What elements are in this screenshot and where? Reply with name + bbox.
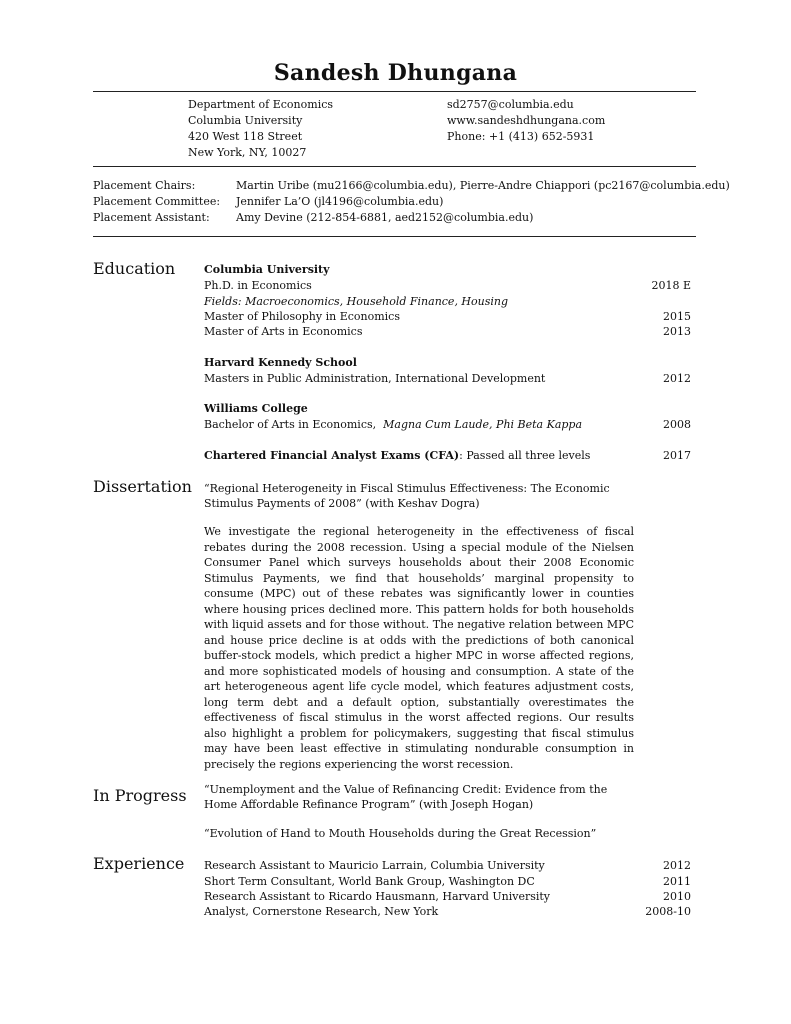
experience-item bbox=[204, 874, 691, 890]
columbia-ma-year: 2013 bbox=[663, 325, 691, 338]
placement-assistant: Amy Devine (212-854-6881, aed2152@columbia.edu) bbox=[236, 211, 534, 224]
williams-year: 2008 bbox=[663, 418, 691, 431]
dissertation-abstract: We investigate the regional heterogeneity in the effectiveness of fiscal rebates during the 2008 recession. Using a special module of the Nielsen Consumer Panel which surveys households about their 2008 Economic Stimulus Payments, we find that households’ marginal propensity to consume (MPC) out of these rebates was significantly lower in counties where housing prices declined more. This pattern holds for both households with liquid assets and for those without. The negative relation between MPC and house price decline is at odds with the predictions of both canonical buffer-stock models, which predict a higher MPC in worse affected regions, and more sophisticated models of housing and consumption. A state of the art heterogeneous agent life cycle model, which features adjustment costs, long term debt and a default option, substantially overestimates the effectiveness of fiscal stimulus in the worst affected regions. Our results also highlight a problem for policymakers, suggesting that fiscal stimulus may have been least effective in stimulating nondurable consumption in precisely the regions experiencing the worst recession. bbox=[204, 525, 634, 771]
education-heading: Education bbox=[93, 259, 176, 278]
cfa-title: Chartered Financial Analyst Exams (CFA) bbox=[204, 449, 460, 462]
columbia-school: Columbia University bbox=[204, 263, 330, 276]
experience-year: 2012 bbox=[663, 859, 691, 872]
columbia-mphil-year: 2015 bbox=[663, 310, 691, 323]
williams-school: Williams College bbox=[204, 402, 308, 415]
cv-name: Sandesh Dhungana bbox=[273, 60, 518, 86]
experience-item bbox=[204, 889, 691, 905]
cfa-year: 2017 bbox=[663, 449, 691, 462]
experience-heading: Experience bbox=[93, 854, 185, 873]
email-link[interactable]: sd2757@columbia.edu bbox=[447, 98, 574, 111]
experience-role: Research Assistant to Ricardo Hausmann, Harvard University bbox=[204, 890, 551, 903]
dissertation-heading: Dissertation bbox=[93, 477, 192, 496]
address-line-1: Department of Economics bbox=[188, 98, 334, 111]
in-progress-heading: In Progress bbox=[93, 786, 187, 805]
experience-item bbox=[204, 858, 691, 874]
williams-degree-line bbox=[204, 417, 582, 433]
placement-assistant-label: Placement Assistant: bbox=[93, 211, 210, 224]
columbia-ma: Master of Arts in Economics bbox=[204, 325, 363, 338]
williams-degree: Bachelor of Arts in Economics, bbox=[204, 418, 377, 431]
cfa-line bbox=[204, 448, 590, 464]
williams-honors: Magna Cum Laude, Phi Beta Kappa bbox=[383, 418, 583, 431]
paper2-title: “Evolution of Hand to Mouth Households during the Great Recession” bbox=[204, 827, 597, 840]
placement-chairs: Martin Uribe (mu2166@columbia.edu), Pierre-Andre Chiappori (pc2167@columbia.edu) bbox=[236, 179, 730, 192]
paper1-title-line-1: “Unemployment and the Value of Refinancing Credit: Evidence from the bbox=[204, 783, 608, 796]
dissertation-title-line-1: “Regional Heterogeneity in Fiscal Stimulus Effectiveness: The Economic bbox=[204, 482, 610, 495]
columbia-phd-year: 2018 E bbox=[651, 279, 691, 292]
paper1-title-line-2: Home Affordable Refinance Program” (with Joseph Hogan) bbox=[204, 798, 534, 811]
dissertation-title-line-2: Stimulus Payments of 2008” (with Keshav Dogra) bbox=[204, 497, 480, 510]
website-link[interactable]: www.sandeshdhungana.com bbox=[447, 114, 606, 127]
contact-rule bbox=[93, 166, 696, 167]
columbia-mphil: Master of Philosophy in Economics bbox=[204, 310, 400, 323]
placement-committee-label: Placement Committee: bbox=[93, 195, 221, 208]
experience-year: 2008-10 bbox=[645, 905, 691, 918]
phone-number: Phone: +1 (413) 652-5931 bbox=[447, 130, 595, 143]
placement-chairs-label: Placement Chairs: bbox=[93, 179, 196, 192]
experience-role: Analyst, Cornerstone Research, New York bbox=[204, 905, 439, 918]
experience-year: 2011 bbox=[663, 875, 691, 888]
placement-rule bbox=[93, 236, 696, 237]
experience-item bbox=[204, 904, 691, 920]
columbia-fields: Fields: Macroeconomics, Household Finance, Housing bbox=[204, 295, 509, 308]
address-line-3: 420 West 118 Street bbox=[188, 130, 303, 143]
columbia-phd: Ph.D. in Economics bbox=[204, 279, 312, 292]
experience-role: Research Assistant to Mauricio Larrain, Columbia University bbox=[204, 859, 545, 872]
cfa-detail: : Passed all three levels bbox=[459, 449, 591, 462]
experience-year: 2010 bbox=[663, 890, 691, 903]
harvard-year: 2012 bbox=[663, 372, 691, 385]
harvard-degree: Masters in Public Administration, International Development bbox=[204, 372, 546, 385]
experience-role: Short Term Consultant, World Bank Group, Washington DC bbox=[204, 875, 535, 888]
placement-committee: Jennifer La’O (jl4196@columbia.edu) bbox=[236, 195, 444, 208]
harvard-school: Harvard Kennedy School bbox=[204, 356, 357, 369]
header-rule bbox=[93, 91, 696, 92]
address-line-2: Columbia University bbox=[188, 114, 303, 127]
address-line-4: New York, NY, 10027 bbox=[188, 146, 307, 159]
